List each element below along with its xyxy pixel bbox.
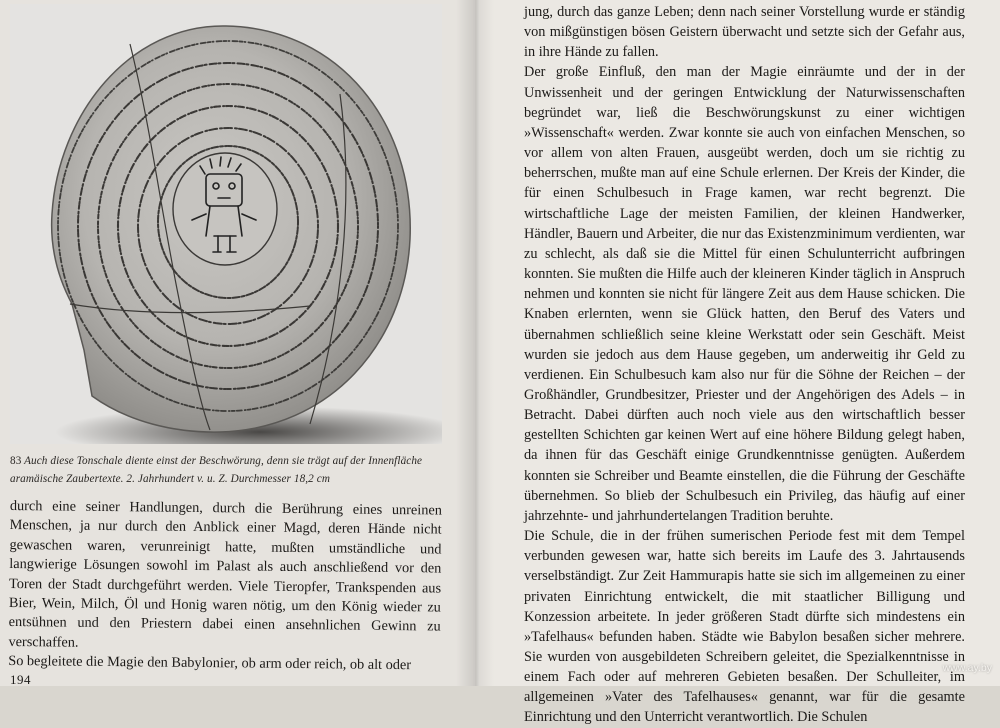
page-number: 194 [10, 672, 31, 686]
paragraph: Der große Einfluß, den man der Magie einräumte und der in der Unwissenheit und der geringen Entwicklung der Naturwissenschaften begründet war, ließ die Beschwörungskunst zu einer wichtigen »Wissenschaft« werden. Zwar konnte sie auch von einfachen Menschen, so vor allem von alten Frauen, ausgeübt werden, doch um sie richtig zu beherrschen, mußte man auf eine Schule erlernen. Der Kreis der Kinder, die für einen Schulbesuch in Frage kamen, war recht begrenzt. Die wirtschaftliche Lage der meisten Familien, der kleinen Handwerker, Händler, Bauern und Arbeiter, die nur das Existenzminimum verdienten, war zu schlecht, als daß sie die Mittel für einen Schulunterricht aufbringen konnten. Sie mußten die Hilfe auch der kleineren Kinder täglich in Anspruch nehmen und konnten sie nicht für längere Zeit aus dem Hause schicken. Die Knaben erlernten, wenn sie Glück hatten, den Beruf des Vaters und übernahmen schließlich seine kleine Werkstatt oder sein Geschäft. Meist wurden sie jedoch aus dem Hause gegeben, um anderweitig ihr Geld zu verdienen. Ein Schulbesuch kam also nur für die Söhne der Reichen – der Großhändler, Grundbesitzer, Priester und der Angehörigen des Adels – in Betracht. Dabei dürften auch noch viele aus den wirtschaftlich besser gestellten Schichten gar keinen Wert auf eine höhere Bildung gelegt haben, da ihnen für das Geschäft einige Grundkenntnisse genügten. Außerdem konnten sie Schreiber und Beamte einstellen, die die Führung der Geschäfte übernehmen. So blieb der Schulbesuch ein Privileg, das häufig auf einer jahrzehnte- und jahrhundertelangen Tradition beruhte. [524, 64, 965, 524]
paragraph: jung, durch das ganze Leben; denn nach seiner Vorstellung wurde er ständig von mißgünstigen bösen Geistern überwacht und setzte sich der Gefahr aus, in ihre Hände zu fallen. [524, 4, 965, 61]
left-page [0, 0, 474, 686]
paragraph: durch eine seiner Handlungen, durch die Berührung eines unreinen Menschen, ja nur durch den Anblick einer Magd, deren Hände nicht gewaschen waren, verunreinigt hatte, mußten umständliche und langwierige Lösungen sowohl im Palast als auch anschließend vor den Toren der Stadt durchgeführt werden. Viele Tieropfer, Trankspenden aus Bier, Wein, Milch, Öl und Honig waren nötig, um den König wieder zu entsühnen und den Priestern dabei einen ansehnlichen Gewinn zu verschaffen. [8, 497, 442, 651]
left-body-text [8, 497, 442, 676]
incantation-bowl-photo [10, 4, 442, 444]
watermark: www.ay.by [942, 662, 992, 674]
right-body-text [524, 2, 965, 728]
caption-text: Auch diese Tonschale diente einst der Beschwörung, denn sie trägt auf der Innenfläche aramäische Zaubertexte. 2. Jahrhundert v. u. Z. Durchmesser 18,2 cm [10, 455, 423, 485]
figure-number: 83 [10, 455, 22, 467]
paragraph: So begleitete die Magie den Babylonier, ob arm oder reich, ob alt oder [8, 653, 412, 674]
paragraph: Die Schule, die in der frühen sumerischen Periode fest mit dem Tempel verbunden gewesen war, hatte sich bereits im Laufe des 3. Jahrtausends verselbständigt. Zur Zeit Hammurapis hatte sie sich im allgemeinen zu einer privaten Einrichtung entwickelt, die mit staatlicher Billigung und Konzession arbeitete. In jeder größeren Stadt dürfte sich mindestens ein »Tafelhaus« befunden haben. Städte wie Babylon besaßen sicher mehrere. Sie wurden von ausgebildeten Schreibern geleitet, die Spezialkenntnisse in einem Fach oder auf mehreren Gebieten besaßen. Der Schulleiter, im allgemeinen »Vater des Tafelhauses« genannt, war für die gesamte Einrichtung und den Unterricht verantwortlich. Die Schulen [524, 528, 965, 726]
figure-caption [10, 452, 440, 488]
